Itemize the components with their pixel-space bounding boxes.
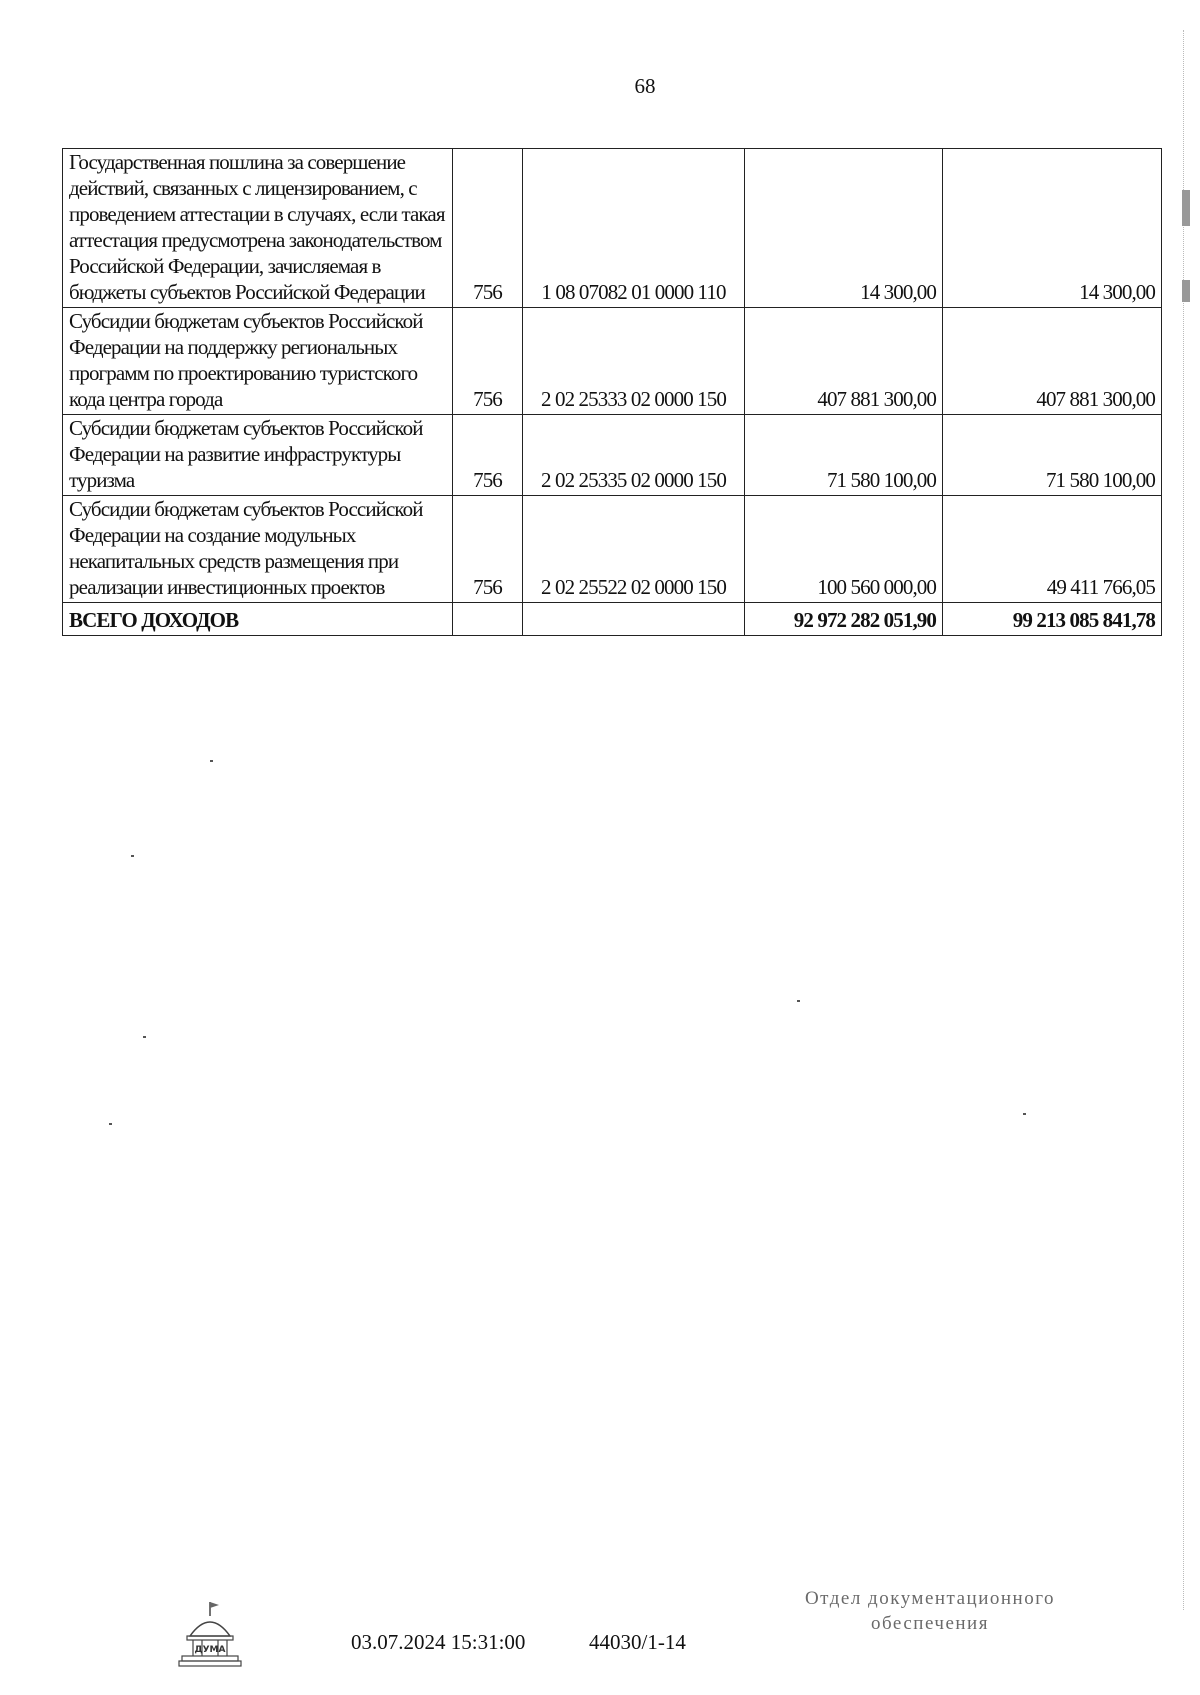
- scan-speck: [131, 855, 134, 857]
- total-row: [63, 603, 1162, 636]
- svg-text:ДУМА: ДУМА: [194, 1645, 226, 1655]
- department-stamp: [800, 1586, 1060, 1636]
- table-row: [63, 496, 1162, 603]
- empty-cell: [453, 603, 523, 636]
- registration-number: 44030/1-14: [589, 1630, 686, 1654]
- duma-logo: [178, 1598, 242, 1668]
- stamp-line: обеспечения: [871, 1613, 989, 1634]
- total-label: ВСЕГО ДОХОДОВ: [63, 603, 453, 636]
- income-name-cell: Субсидии бюджетам субъектов Российской Федерации на поддержку региональных программ по проектированию туристского кода центра города: [63, 308, 453, 415]
- income-table: [62, 148, 1162, 636]
- income-name-cell: Государственная пошлина за совершение действий, связанных с лицензированием, с проведением аттестации в случаях, если такая аттестация предусмотрена законодательством Российской Федерации, зачисляемая в бюджеты субъектов Российской Федерации: [63, 149, 453, 308]
- amount-cell: 14 300,00: [745, 149, 943, 308]
- scan-mark: [1182, 190, 1190, 226]
- amount-cell: 71 580 100,00: [943, 415, 1162, 496]
- admin-code-cell: 756: [453, 415, 523, 496]
- budget-code-cell: 2 02 25333 02 0000 150: [523, 308, 745, 415]
- table-row: [63, 415, 1162, 496]
- budget-code-cell: 2 02 25522 02 0000 150: [523, 496, 745, 603]
- budget-code-cell: 2 02 25335 02 0000 150: [523, 415, 745, 496]
- income-name-cell: Субсидии бюджетам субъектов Российской Федерации на создание модульных некапитальных средств размещения при реализации инвестиционных проектов: [63, 496, 453, 603]
- admin-code-cell: 756: [453, 496, 523, 603]
- scan-speck: [1023, 1113, 1026, 1115]
- scan-mark: [1182, 280, 1190, 302]
- admin-code-cell: 756: [453, 308, 523, 415]
- amount-cell: 14 300,00: [943, 149, 1162, 308]
- table-row: [63, 308, 1162, 415]
- total-amount-cell: 99 213 085 841,78: [943, 603, 1162, 636]
- registration-datetime: 03.07.2024 15:31:00: [351, 1630, 526, 1654]
- scan-speck: [797, 1000, 800, 1002]
- admin-code-cell: 756: [453, 149, 523, 308]
- amount-cell: 407 881 300,00: [745, 308, 943, 415]
- amount-cell: 407 881 300,00: [943, 308, 1162, 415]
- table-row: [63, 149, 1162, 308]
- empty-cell: [523, 603, 745, 636]
- scan-edge-artifact: [1183, 30, 1188, 1610]
- total-amount-cell: 92 972 282 051,90: [745, 603, 943, 636]
- scan-speck: [210, 760, 213, 762]
- scan-speck: [109, 1123, 112, 1125]
- income-name-cell: Субсидии бюджетам субъектов Российской Федерации на развитие инфраструктуры туризма: [63, 415, 453, 496]
- budget-code-cell: 1 08 07082 01 0000 110: [523, 149, 745, 308]
- amount-cell: 71 580 100,00: [745, 415, 943, 496]
- page-number: 68: [634, 74, 656, 98]
- stamp-line: Отдел документационного: [804, 1588, 1056, 1609]
- amount-cell: 100 560 000,00: [745, 496, 943, 603]
- scan-speck: [143, 1036, 146, 1038]
- amount-cell: 49 411 766,05: [943, 496, 1162, 603]
